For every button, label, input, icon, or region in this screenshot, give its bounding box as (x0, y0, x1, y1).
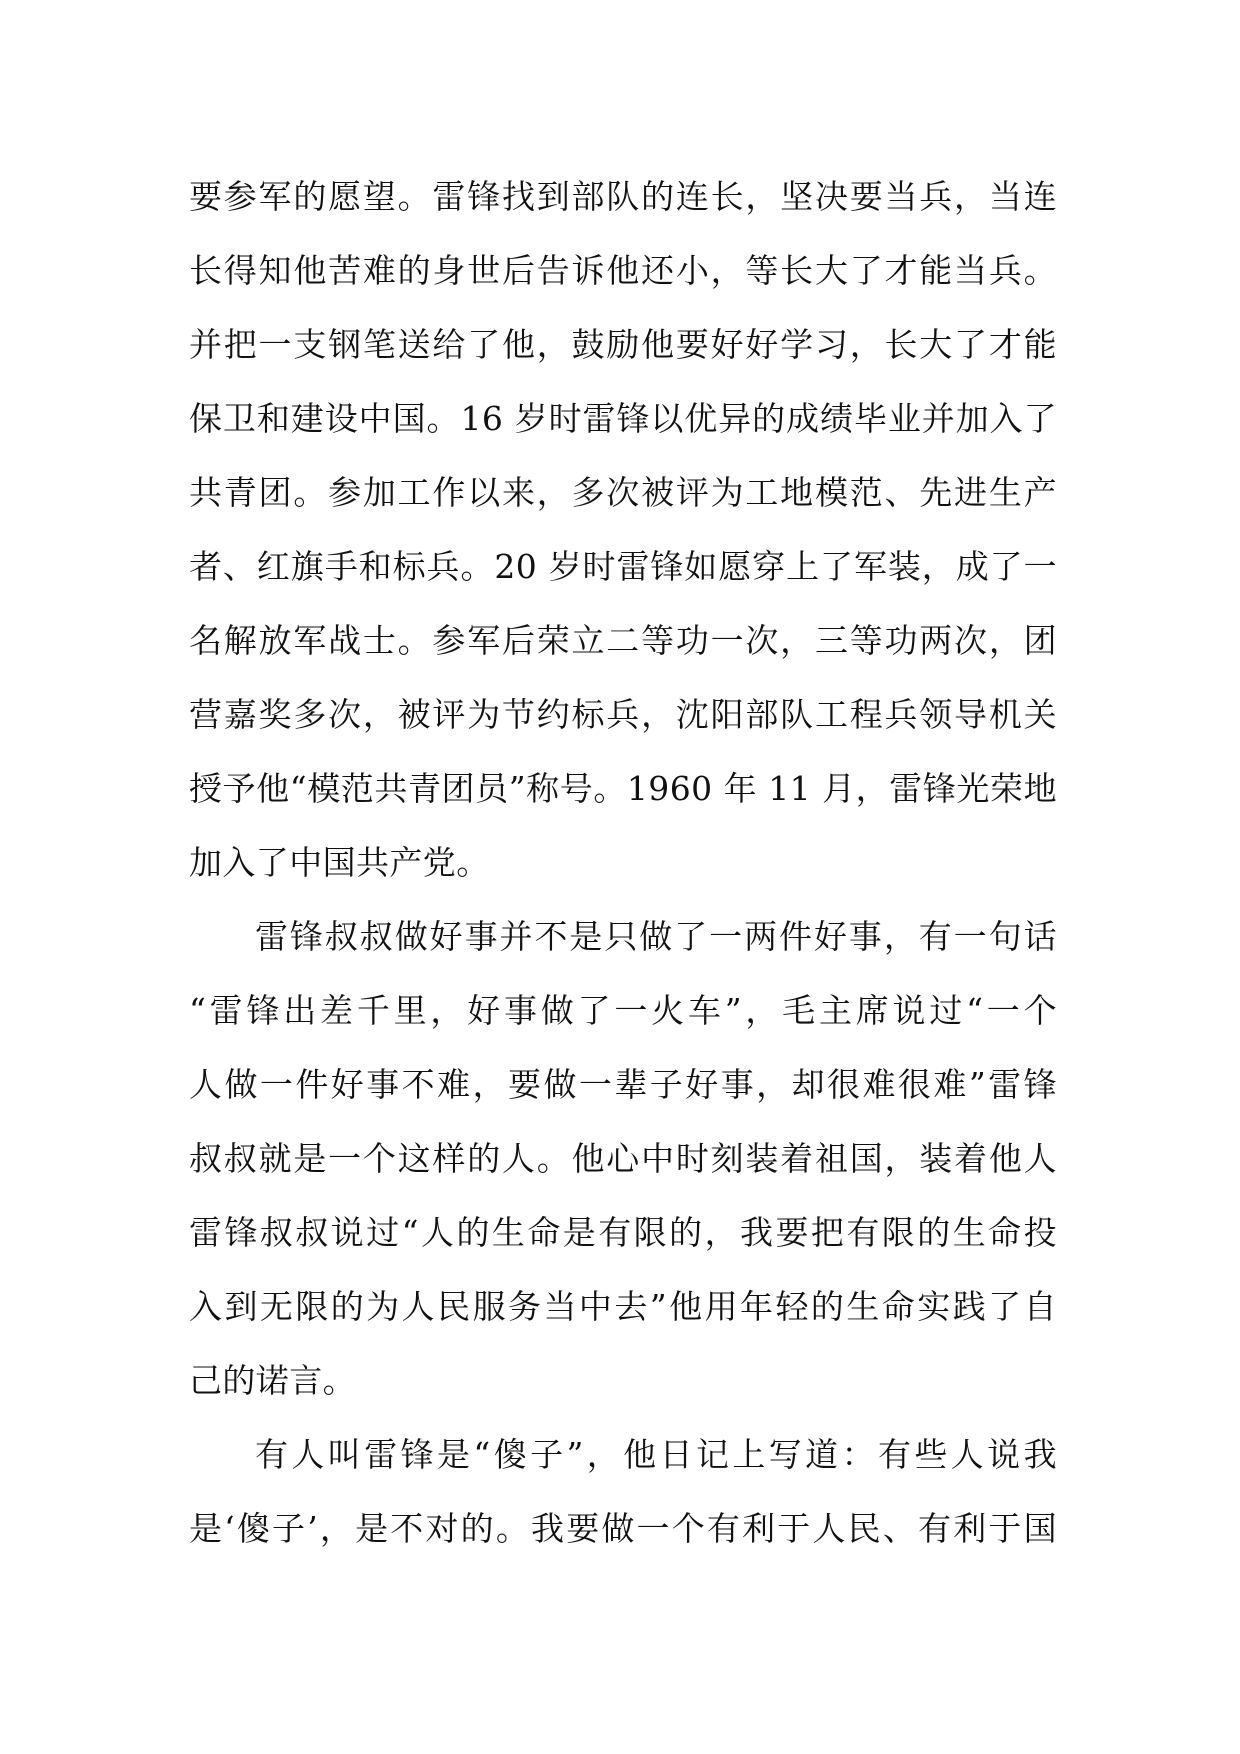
document-body (189, 160, 1057, 1566)
text-line: 雷锋叔叔说过“人的生命是有限的，我要把有限的生命投 (189, 1213, 1057, 1252)
text-line: 入到无限的为人民服务当中去”他用年轻的生命实践了自 (189, 1287, 1057, 1326)
text-line: 授予他“模范共青团员”称号。1960 年 11 月，雷锋光荣地 (189, 769, 1057, 808)
text-line: 并把一支钢笔送给了他，鼓励他要好好学习，长大了才能 (189, 325, 1057, 364)
paragraph-1 (189, 160, 1057, 900)
text-line: 者、红旗手和标兵。20 岁时雷锋如愿穿上了军装，成了一 (189, 547, 1057, 586)
text-line: “雷锋出差千里，好事做了一火车”，毛主席说过“一个 (189, 991, 1057, 1030)
text-line: 营嘉奖多次，被评为节约标兵，沈阳部队工程兵领导机关 (189, 695, 1057, 734)
paragraph-3 (189, 1418, 1057, 1566)
text-line: 是‘傻子’，是不对的。我要做一个有利于人民、有利于国 (189, 1509, 1057, 1548)
text-line: 有人叫雷锋是“傻子”，他日记上写道：有些人说我 (255, 1435, 1057, 1474)
text-line: 己的诺言。 (189, 1361, 356, 1400)
text-line: 人做一件好事不难，要做一辈子好事，却很难很难”雷锋 (189, 1065, 1057, 1104)
text-line: 雷锋叔叔做好事并不是只做了一两件好事，有一句话 (255, 917, 1057, 956)
text-line: 要参军的愿望。雷锋找到部队的连长，坚决要当兵，当连 (189, 177, 1057, 216)
text-line: 叔叔就是一个这样的人。他心中时刻装着祖国，装着他人 (189, 1139, 1057, 1178)
text-line: 名解放军战士。参军后荣立二等功一次，三等功两次，团 (189, 621, 1057, 660)
paragraph-2 (189, 900, 1057, 1418)
text-line: 保卫和建设中国。16 岁时雷锋以优异的成绩毕业并加入了 (189, 399, 1057, 438)
text-line: 共青团。参加工作以来，多次被评为工地模范、先进生产 (189, 473, 1057, 512)
text-line: 长得知他苦难的身世后告诉他还小，等长大了才能当兵。 (189, 251, 1057, 290)
text-line: 加入了中国共产党。 (189, 843, 490, 882)
